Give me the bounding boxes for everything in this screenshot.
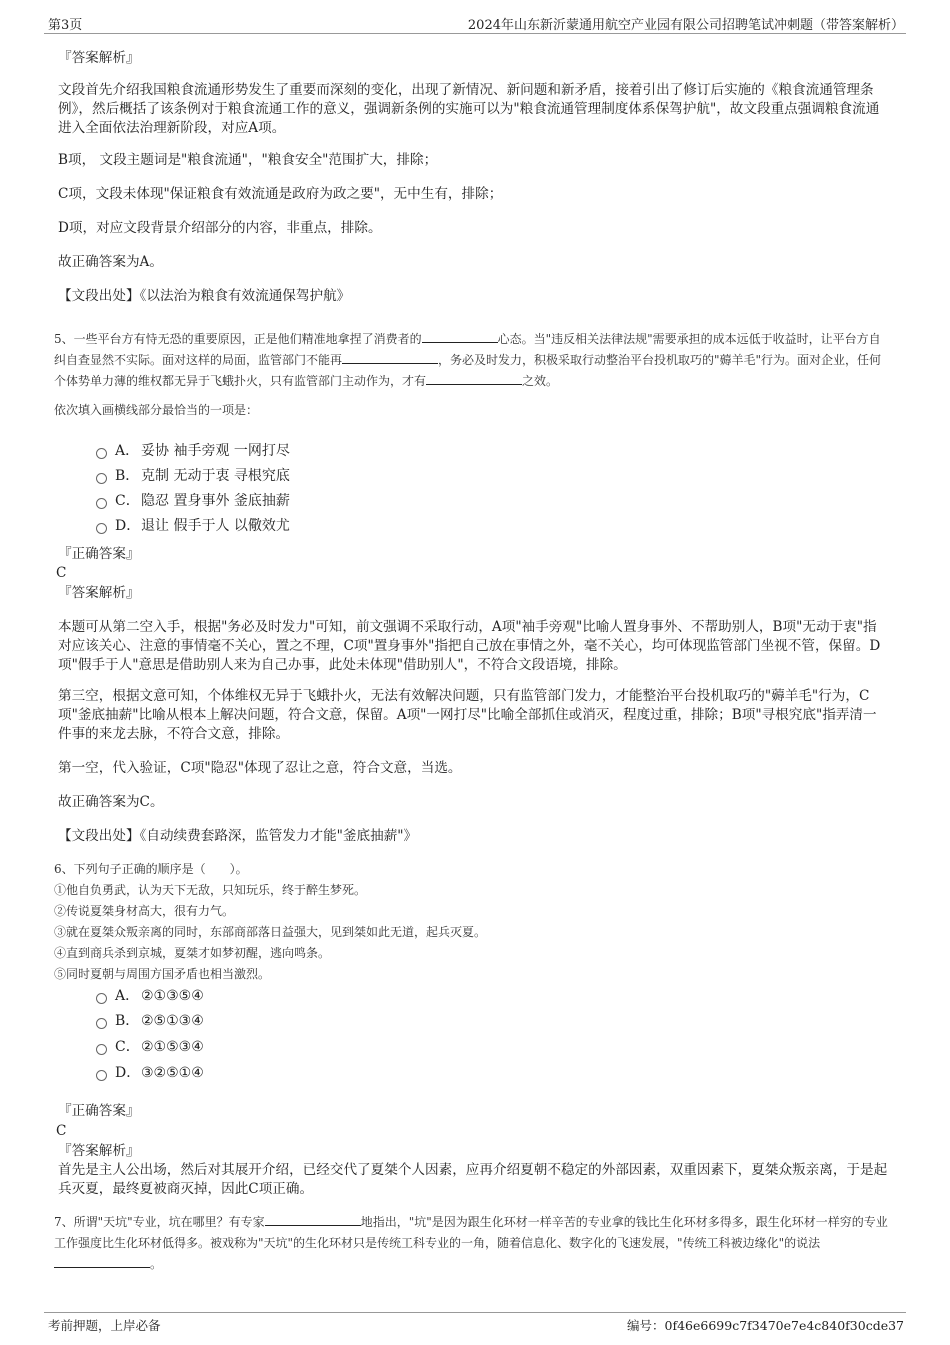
radio-icon[interactable]: [96, 1018, 107, 1029]
q5-analysis-para1: 本题可从第二空入手，根据"务必及时发力"可知，前文强调不采取行动，A项"袖手旁观"比喻人置身事外、不帮助别人，B项"无动于衷"指对应该关心、注意的事情毫不关心，置之不理，C项"置身事外"指把自己放在事情之外，毫不关心，均可体现监管部门坐视不管，保留。D项"假手于人"意思是借助别人来为自己办事，此处未体现"借助别人"，不符合文段语境，排除。: [58, 619, 881, 673]
blank-3: [426, 372, 522, 385]
q5-prompt: 依次填入画横线部分最恰当的一项是：: [54, 403, 259, 417]
q5-answer: C: [56, 565, 67, 581]
q6-option-d[interactable]: D．③②⑤①④: [96, 1062, 204, 1082]
q6-answer: C: [56, 1123, 67, 1139]
q5-answer-line: 故正确答案为C。: [58, 794, 164, 810]
radio-icon[interactable]: [96, 473, 107, 484]
q5-answer-label: 『正确答案』: [58, 546, 140, 562]
q6-item: ④直到商兵杀到京城，夏桀才如梦初醒，逃向鸣条。: [54, 946, 331, 960]
q4-analysis-para2: B项， 文段主题词是"粮食流通"，"粮食安全"范围扩大，排除；: [58, 152, 438, 168]
q4-analysis-para4: D项，对应文段背景介绍部分的内容，非重点，排除。: [58, 220, 382, 236]
page-header: [0, 0, 950, 36]
document-id: 编号：0f46e6699c7f3470e7e4c840f30cde37: [627, 1318, 904, 1333]
q6-item: ②传说夏桀身材高大，很有力气。: [54, 904, 235, 918]
q6-item: ③就在夏桀众叛亲离的同时，东部商部落日益强大，见到桀如此无道，起兵灭夏。: [54, 925, 487, 939]
q5-source: 【文段出处】《自动续费套路深，监管发力才能"釜底抽薪"》: [58, 828, 418, 844]
q6-option-a[interactable]: A． ②①③⑤④: [96, 985, 204, 1005]
q6-item: ①他自负勇武，认为天下无敌，只知玩乐，终于醉生梦死。: [54, 883, 367, 897]
q6-analysis: 首先是主人公出场，然后对其展开介绍，已经交代了夏桀个人因素，应再介绍夏朝不稳定的外部因素，双重因素下，夏桀众叛亲离，于是起兵灭夏，最终夏被商灭掉，因此C项正确。: [58, 1162, 888, 1197]
q4-source: 【文段出处】《以法治为粮食有效流通保驾护航》: [58, 288, 351, 304]
q5-option-b[interactable]: B． 克制 无动于衷 寻根究底: [96, 465, 290, 485]
q6-option-c[interactable]: C．②①⑤③④: [96, 1036, 204, 1056]
radio-icon[interactable]: [96, 448, 107, 459]
q6-answer-label: 『正确答案』: [58, 1103, 140, 1119]
q4-analysis-para1: 文段首先介绍我国粮食流通形势发生了重要而深刻的变化，出现了新情况、新问题和新矛盾，接着引出了修订后实施的《粮食流通管理条例》，然后概括了该条例对于粮食流通工作的意义，强调新条例的实施可以为"粮食流通管理制度体系保驾护航"，故文段重点强调粮食流通进入全面依法治理新阶段，对应A项。: [58, 82, 880, 136]
q6-stem: 6、下列句子正确的顺序是（ ）。 ①他自负勇武，认为天下无敌，只知玩乐，终于醉生梦死。 ②传说夏桀身材高大，很有力气。 ③就在夏桀众叛亲离的同时，东部商部落日益强大，见到桀如此无道，起兵灭夏。 ④直到商兵杀到京城，夏桀才如梦初醒，逃向鸣条。 ⑤同时夏朝与周围方国矛盾也相当激烈。: [54, 859, 886, 985]
radio-icon[interactable]: [96, 523, 107, 534]
q5-analysis-para3: 第一空，代入验证，C项"隐忍"体现了忍让之意，符合文意，当选。: [58, 760, 462, 776]
q5-stem: 5、一些平台方有恃无恐的重要原因，正是他们精准地拿捏了消费者的 心态。当"违反相关法律法规"需要承担的成本远低于收益时，让平台方自纠自查显然不实际。面对这样的局面，监管部门不能再 ，务必及时发力，积极采取行动整治平台投机取巧的"薅羊毛"行为。面对企业，任何个体势单力薄的维权都无异于飞蛾扑火，只有监管部门主动作为，才有 之效。: [54, 332, 882, 388]
q6-analysis-label: 『答案解析』: [58, 1143, 140, 1159]
q4-analysis-para3: C项，文段未体现"保证粮食有效流通是政府为政之要"，无中生有，排除；: [58, 186, 503, 202]
q5-option-c[interactable]: C．隐忍 置身事外 釜底抽薪: [96, 490, 290, 510]
footer-divider: [44, 1312, 906, 1313]
q5-option-a[interactable]: A． 妥协 袖手旁观 一网打尽: [96, 440, 290, 460]
blank-1: [422, 330, 498, 343]
radio-icon[interactable]: [96, 993, 107, 1004]
q4-answer-line: 故正确答案为A。: [58, 254, 163, 270]
blank-2: [54, 1255, 150, 1268]
q5-analysis-para2: 第三空，根据文意可知，个体维权无异于飞蛾扑火，无法有效解决问题，只有监管部门发力，才能整治平台投机取巧的"薅羊毛"行为，C项"釜底抽薪"比喻从根本上解决问题，符合文意，保留。A项"一网打尽"比喻全部抓住或消灭，程度过重，排除；B项"寻根究底"指弄清一件事的来龙去脉，不符合文意，排除。: [58, 688, 877, 742]
q6-item: ⑤同时夏朝与周围方国矛盾也相当激烈。: [54, 967, 271, 981]
q4-analysis-label: 『答案解析』: [58, 50, 140, 66]
radio-icon[interactable]: [96, 1070, 107, 1081]
radio-icon[interactable]: [96, 498, 107, 509]
q5-analysis-label: 『答案解析』: [58, 585, 140, 601]
blank-1: [265, 1213, 361, 1226]
page-number: 第3页: [48, 18, 83, 33]
radio-icon[interactable]: [96, 1044, 107, 1055]
blank-2: [342, 351, 438, 364]
footer-slogan: 考前押题，上岸必备: [48, 1318, 161, 1333]
q6-option-b[interactable]: B． ②⑤①③④: [96, 1010, 204, 1030]
header-divider: [44, 33, 906, 34]
document-title: 2024年山东新沂蒙通用航空产业园有限公司招聘笔试冲刺题（带答案解析）: [467, 18, 904, 33]
q7-stem: 7、所谓"天坑"专业，坑在哪里？有专家 地指出，"坑"是因为跟生化环材一样辛苦的专业拿的钱比生化环材多得多，跟生化环材一样穷的专业工作强度比生化环材低得多。被戏称为"天坑"的生化环材只是传统工科专业的一角，随着信息化、数字化的飞速发展，"传统工科被边缘化"的说法。: [54, 1215, 888, 1271]
q5-option-d[interactable]: D．退让 假手于人 以儆效尤: [96, 515, 290, 535]
